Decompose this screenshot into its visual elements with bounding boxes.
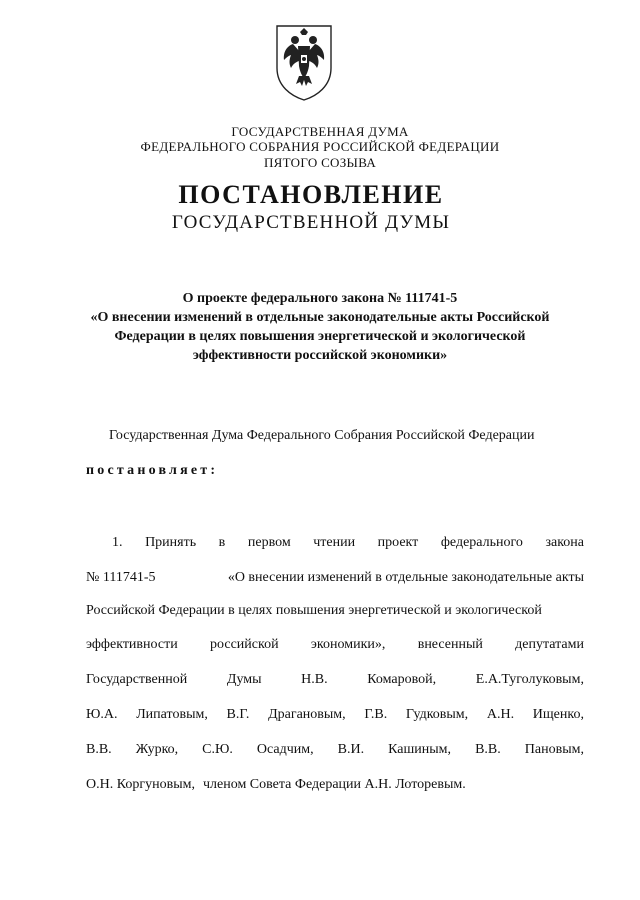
paragraph-word: Н.В. bbox=[301, 672, 328, 687]
paragraph-word: Осадчим, bbox=[256, 742, 314, 757]
paragraph-word: депутатами bbox=[515, 637, 584, 652]
paragraph-word: Принять bbox=[145, 535, 197, 550]
subject-line: О проекте федерального закона № 111741-5 bbox=[182, 291, 458, 306]
paragraph-line bbox=[86, 603, 584, 619]
paragraph-word: 1. bbox=[112, 535, 123, 550]
paragraph-word: Российской Федерации в целях повышения энергетической и экологической bbox=[86, 603, 542, 618]
paragraph-word: «О внесении изменений в отдельные законодательные акты bbox=[227, 570, 584, 585]
paragraph-word: Государственной bbox=[86, 672, 188, 687]
paragraph-word: № 111741-5 bbox=[86, 570, 156, 585]
paragraph-word: В.В. bbox=[86, 742, 112, 757]
header-convocation: ПЯТОГО СОЗЫВА bbox=[263, 155, 377, 170]
paragraph-word: В.Г. bbox=[226, 707, 250, 722]
paragraph-word: российской bbox=[210, 637, 279, 652]
paragraph-word: эффективности bbox=[86, 637, 178, 652]
subject-line: эффективности российской экономики» bbox=[192, 348, 448, 363]
document-title: ПОСТАНОВЛЕНИЕ bbox=[178, 180, 444, 209]
paragraph-word: федерального bbox=[440, 535, 523, 550]
paragraph-line bbox=[86, 742, 584, 758]
header-federal-assembly: ФЕДЕРАЛЬНОГО СОБРАНИЯ РОССИЙСКОЙ ФЕДЕРАЦИИ bbox=[140, 139, 500, 154]
paragraph-word: проект bbox=[377, 535, 419, 550]
paragraph-line bbox=[86, 570, 584, 586]
paragraph-word: закона bbox=[545, 535, 584, 550]
paragraph-line bbox=[86, 707, 584, 723]
paragraph-line bbox=[86, 672, 584, 688]
paragraph-word: Драгановым, bbox=[268, 707, 346, 722]
paragraph-word: Липатовым, bbox=[136, 707, 208, 722]
paragraph-line bbox=[86, 777, 584, 793]
preamble-text: Государственная Дума Федерального Собрания Российской Федерации bbox=[109, 428, 535, 443]
paragraph-word: В.И. bbox=[337, 742, 365, 757]
paragraph-word: Ищенко, bbox=[532, 707, 584, 722]
paragraph-word: первом bbox=[247, 535, 291, 550]
paragraph-word: А.Н. bbox=[486, 707, 515, 722]
paragraph-word: Кашиным, bbox=[388, 742, 452, 757]
paragraph-word: Г.В. bbox=[364, 707, 388, 722]
paragraph-word: Журко, bbox=[135, 742, 179, 757]
paragraph-word: Е.А.Туголуковым, bbox=[475, 672, 584, 687]
paragraph-word: Ю.А. bbox=[86, 707, 118, 722]
paragraph-word: С.Ю. bbox=[202, 742, 233, 757]
subject-line: «О внесении изменений в отдельные законодательные акты Российской bbox=[90, 310, 550, 325]
document-subtitle: ГОСУДАРСТВЕННОЙ ДУМЫ bbox=[171, 212, 451, 233]
resolves-text: постановляет: bbox=[86, 463, 219, 478]
paragraph-word: Пановым, bbox=[524, 742, 584, 757]
header-duma: ГОСУДАРСТВЕННАЯ ДУМА bbox=[231, 124, 409, 139]
subject-line: Федерации в целях повышения энергетической и экологической bbox=[114, 329, 526, 344]
paragraph-word: экономики», bbox=[310, 637, 386, 652]
paragraph-word: Думы bbox=[226, 672, 262, 687]
paragraph-word: В.В. bbox=[475, 742, 501, 757]
paragraph-word: чтении bbox=[313, 535, 356, 550]
paragraph-word: Комаровой, bbox=[367, 672, 437, 687]
paragraph-word: Гудковым, bbox=[405, 707, 469, 722]
document-subject bbox=[60, 289, 580, 365]
paragraph-word: членом Совета Федерации А.Н. Лоторевым. bbox=[202, 777, 466, 792]
paragraph-line bbox=[86, 637, 584, 653]
coat-of-arms-icon bbox=[271, 22, 337, 102]
paragraph-word: О.Н. Коргуновым, bbox=[86, 777, 195, 792]
paragraph-word: в bbox=[218, 535, 226, 550]
paragraph-line bbox=[112, 535, 584, 551]
paragraph-word: внесенный bbox=[417, 637, 483, 652]
